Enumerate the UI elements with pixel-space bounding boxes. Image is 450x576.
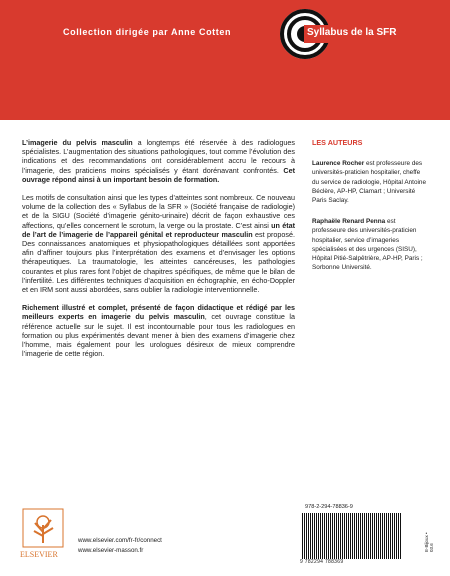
side-code: E-Bijoux • 03.6 (424, 532, 434, 552)
collection-label: Collection dirigée par Anne Cotten (63, 27, 232, 37)
author-raphaele-renard-penna: Raphaële Renard Penna est professeure des universités-praticien hospitalier, service d’imageries spécialisées et des urgences (SISU), Hôpital Pitié-Salpêtrière, AP-HP, Paris ; Sorbonne Université. (312, 218, 423, 272)
tree-logo-icon (22, 508, 64, 548)
header-band (0, 0, 450, 120)
publisher-url[interactable]: www.elsevier-masson.fr (78, 547, 144, 554)
connect-url[interactable]: www.elsevier.com/fr-fr/connect (78, 537, 162, 544)
barcode-number: 9 782294 788369 (300, 559, 344, 565)
barcode-icon (302, 513, 402, 559)
author-laurence-rocher: Laurence Rocher est professeure des universités-praticien hospitalier, cheffe du service de radiologie, Hôpital Antoine Béclère, AP-HP, Clamart ; Université Paris Saclay. (312, 160, 427, 205)
description-column (22, 138, 295, 367)
authors-column (312, 138, 428, 284)
series-title: Syllabus de la SFR (307, 27, 397, 38)
closing-paragraph: Richement illustré et complet, présenté de façon didactique et rédigé par les meilleurs experts en imagerie du pelvis masculin, cet ouvrage constitue la référence actuelle sur le sujet. Il est incontournable pour tous les radiologues en formation ou plus expérimentés devant mener à bien des examens d’imagerie chez l’homme, mais également pour les urologues désireux de mieux comprendre l’imagerie de cette région. (22, 303, 295, 359)
authors-heading: LES AUTEURS (312, 138, 363, 147)
publisher-name: ELSEVIER (20, 550, 58, 559)
isbn-label: 978-2-294-78836-9 (305, 504, 353, 510)
intro-paragraph: L’imagerie du pelvis masculin a longtemps été réservée à des radiologues spécialistes. L’augmentation des situations pathologiques, tout comme l’évolution des indications et des recommandations ont considérablement accru le recours à l’imagerie, des praticiens moins spécialisés y étant dorénavant confrontés. Cet ouvrage répond ainsi à un important besoin de formation. (22, 138, 295, 184)
content-paragraph: Les motifs de consultation ainsi que les types d’atteintes sont nombreux. Ce nouveau volume de la collection des « Syllabus de la SFR » (Société française de radiologie) et de la SIGU (Société d’imagerie génito-urinaire) décrit de façon exhaustive ces affections, qu’elles concernent le scrotum, la verge ou la prostate. C’est ainsi un état de l’art de l’imagerie de l’appareil génital et reproducteur masculin est proposé. Des connaissances anatomiques et physiopathologiques détaillées sont apportées afin d’affiner toujours plus l’interprétation des examens et d’envisager les options thérapeutiques. La traumatologie, les atteintes cancéreuses, les pathologies courantes et plus rares font l’objet de chapitres spécifiques, de même que le bilan de l’infertilité. Les différentes techniques d’acquisition en échographie, en écho-Doppler et en IRM sont aussi abordées, sans oublier la radiologie interventionnelle. (22, 193, 295, 295)
